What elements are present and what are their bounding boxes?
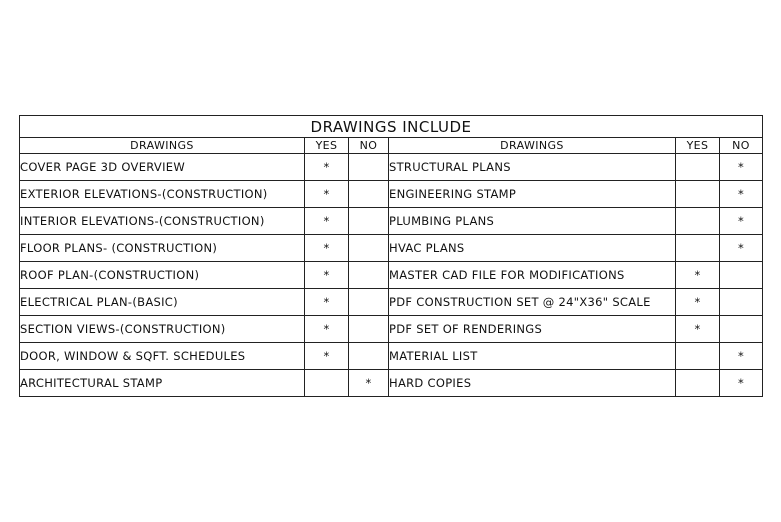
right-no-mark xyxy=(720,316,763,343)
left-no-mark xyxy=(349,181,389,208)
table-title: DRAWINGS INCLUDE xyxy=(20,116,763,138)
left-no-header: NO xyxy=(349,138,389,154)
right-no-header: NO xyxy=(720,138,763,154)
table-row xyxy=(20,343,763,370)
table-row xyxy=(20,208,763,235)
right-drawing-name: HVAC PLANS xyxy=(389,235,676,262)
left-yes-mark: * xyxy=(305,343,349,370)
right-yes-mark xyxy=(676,370,720,397)
left-yes-mark: * xyxy=(305,181,349,208)
left-drawing-name: ELECTRICAL PLAN-(BASIC) xyxy=(20,289,305,316)
left-no-mark xyxy=(349,262,389,289)
table-row xyxy=(20,316,763,343)
table-row xyxy=(20,235,763,262)
right-yes-header: YES xyxy=(676,138,720,154)
right-yes-mark xyxy=(676,154,720,181)
left-yes-mark: * xyxy=(305,289,349,316)
right-drawing-name: MATERIAL LIST xyxy=(389,343,676,370)
right-no-mark xyxy=(720,262,763,289)
table-row xyxy=(20,154,763,181)
right-drawing-name: PLUMBING PLANS xyxy=(389,208,676,235)
left-drawing-name: SECTION VIEWS-(CONSTRUCTION) xyxy=(20,316,305,343)
right-drawing-name: ENGINEERING STAMP xyxy=(389,181,676,208)
table-row xyxy=(20,262,763,289)
drawings-include-table xyxy=(19,115,762,405)
table-row xyxy=(20,181,763,208)
right-no-mark xyxy=(720,289,763,316)
right-drawing-name: PDF SET OF RENDERINGS xyxy=(389,316,676,343)
right-no-mark: * xyxy=(720,370,763,397)
right-yes-mark xyxy=(676,208,720,235)
right-no-mark: * xyxy=(720,343,763,370)
left-no-mark xyxy=(349,208,389,235)
drawings-grid xyxy=(19,115,763,397)
right-no-mark: * xyxy=(720,208,763,235)
left-drawing-name: INTERIOR ELEVATIONS-(CONSTRUCTION) xyxy=(20,208,305,235)
right-yes-mark xyxy=(676,343,720,370)
left-yes-mark: * xyxy=(305,262,349,289)
left-drawing-name: ROOF PLAN-(CONSTRUCTION) xyxy=(20,262,305,289)
left-drawing-name: DOOR, WINDOW & SQFT. SCHEDULES xyxy=(20,343,305,370)
left-yes-mark: * xyxy=(305,235,349,262)
right-yes-mark xyxy=(676,181,720,208)
left-drawing-name: FLOOR PLANS- (CONSTRUCTION) xyxy=(20,235,305,262)
right-drawing-name: STRUCTURAL PLANS xyxy=(389,154,676,181)
left-drawing-name: EXTERIOR ELEVATIONS-(CONSTRUCTION) xyxy=(20,181,305,208)
left-no-mark xyxy=(349,235,389,262)
left-yes-mark: * xyxy=(305,154,349,181)
left-no-mark xyxy=(349,154,389,181)
left-no-mark xyxy=(349,289,389,316)
right-drawing-name: PDF CONSTRUCTION SET @ 24"X36" SCALE xyxy=(389,289,676,316)
left-yes-header: YES xyxy=(305,138,349,154)
table-row xyxy=(20,370,763,397)
left-yes-mark: * xyxy=(305,208,349,235)
right-yes-mark: * xyxy=(676,316,720,343)
left-yes-mark xyxy=(305,370,349,397)
left-yes-mark: * xyxy=(305,316,349,343)
right-yes-mark: * xyxy=(676,262,720,289)
right-no-mark: * xyxy=(720,235,763,262)
right-no-mark: * xyxy=(720,154,763,181)
right-no-mark: * xyxy=(720,181,763,208)
right-drawings-header: DRAWINGS xyxy=(389,138,676,154)
left-drawing-name: ARCHITECTURAL STAMP xyxy=(20,370,305,397)
column-header-row xyxy=(20,138,763,154)
table-body xyxy=(20,154,763,397)
right-drawing-name: MASTER CAD FILE FOR MODIFICATIONS xyxy=(389,262,676,289)
right-yes-mark: * xyxy=(676,289,720,316)
left-drawings-header: DRAWINGS xyxy=(20,138,305,154)
left-no-mark xyxy=(349,316,389,343)
left-no-mark xyxy=(349,343,389,370)
left-drawing-name: COVER PAGE 3D OVERVIEW xyxy=(20,154,305,181)
table-row xyxy=(20,289,763,316)
right-yes-mark xyxy=(676,235,720,262)
left-no-mark: * xyxy=(349,370,389,397)
right-drawing-name: HARD COPIES xyxy=(389,370,676,397)
